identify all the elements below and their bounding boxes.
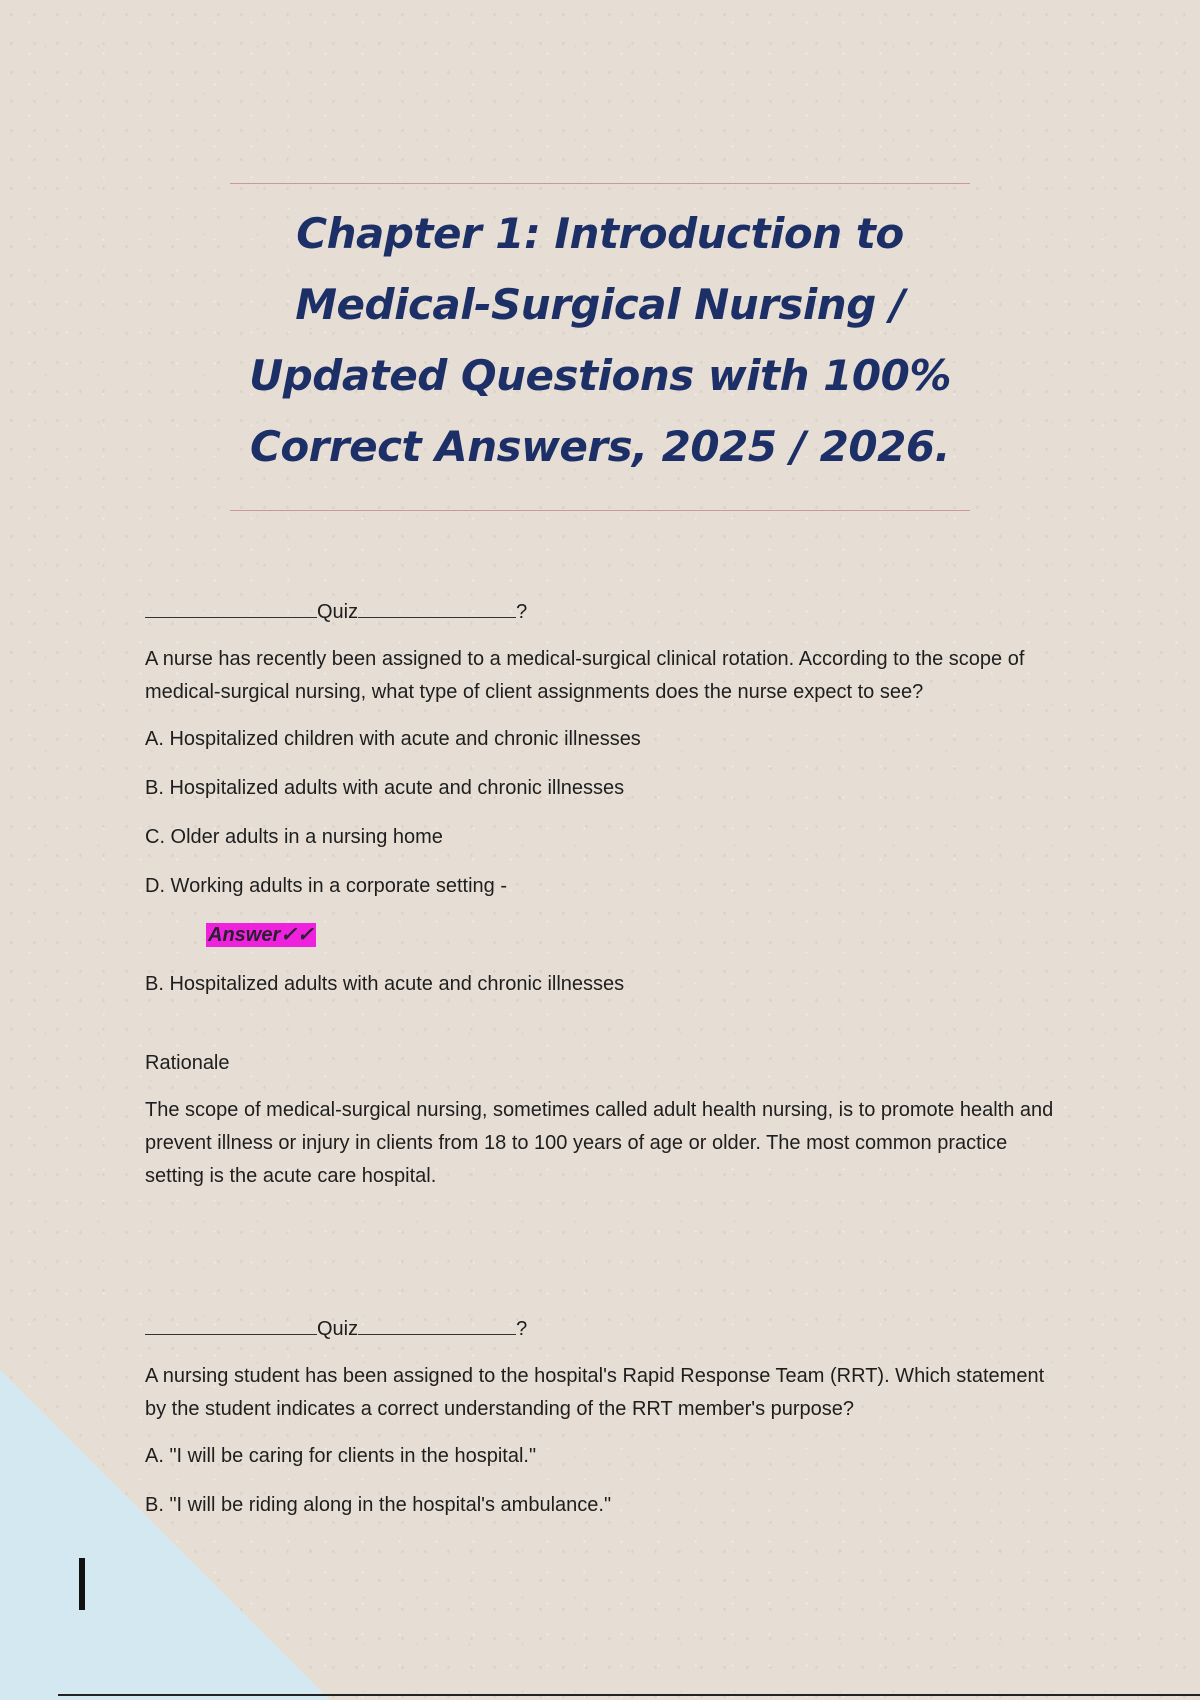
- quiz-2-question: A nursing student has been assigned to the hospital's Rapid Response Team (RRT). Which statement by the student indicates a correct understanding of the RRT member's purpose?: [145, 1365, 1045, 1420]
- title-rule-top: [230, 183, 970, 184]
- quiz-blank-right: [358, 599, 516, 618]
- quiz-1-option-b: B. Hospitalized adults with acute and chronic illnesses: [145, 777, 625, 799]
- quiz-1-question: A nurse has recently been assigned to a medical-surgical clinical rotation. According to the scope of medical-surgical nursing, what type of client assignments does the nurse expect to see?: [145, 648, 1025, 703]
- quiz-2-option-a: A. "I will be caring for clients in the hospital.": [145, 1445, 537, 1467]
- quiz-blank-left: [145, 599, 317, 618]
- title-rule-bottom: [230, 510, 970, 511]
- page-title: [200, 198, 1000, 482]
- quiz-2-option-b: B. "I will be riding along in the hospital's ambulance.": [145, 1494, 612, 1516]
- quiz-1-label: Quiz: [317, 601, 359, 623]
- title-line-1: Chapter 1: Introduction to: [296, 209, 904, 258]
- quiz-2-section: [145, 1313, 1065, 1538]
- title-line-4: Correct Answers, 2025 / 2026.: [250, 422, 950, 471]
- title-line-3: Updated Questions with 100%: [249, 351, 951, 400]
- quiz-2-label: Quiz: [317, 1318, 359, 1340]
- corner-bar-mark: [79, 1558, 85, 1610]
- quiz-1-section: [145, 596, 1065, 1193]
- quiz-1-answer-label-line: [206, 919, 1065, 952]
- quiz-1-heading: [145, 596, 1065, 629]
- quiz-1-option-a: A. Hospitalized children with acute and chronic illnesses: [145, 728, 641, 750]
- quiz-1-option-c: C. Older adults in a nursing home: [145, 826, 443, 848]
- quiz-1-mark: ?: [516, 601, 528, 623]
- title-line-2: Medical-Surgical Nursing /: [295, 280, 905, 329]
- bottom-rule: [58, 1694, 1200, 1696]
- quiz-2-mark: ?: [516, 1318, 528, 1340]
- quiz-blank-right: [358, 1316, 516, 1335]
- quiz-1-rationale-text: The scope of medical-surgical nursing, sometimes called adult health nursing, is to promote health and prevent illness or injury in clients from 18 to 100 years of age or older. The most common practice setting is the acute care hospital.: [145, 1099, 1054, 1187]
- answer-highlight: Answer✓✓: [208, 924, 314, 946]
- quiz-1-rationale-label: Rationale: [145, 1052, 230, 1074]
- quiz-1-answer: B. Hospitalized adults with acute and chronic illnesses: [145, 973, 625, 995]
- quiz-1-option-d: D. Working adults in a corporate setting -: [145, 875, 508, 897]
- quiz-blank-left: [145, 1316, 317, 1335]
- quiz-2-heading: [145, 1313, 1065, 1346]
